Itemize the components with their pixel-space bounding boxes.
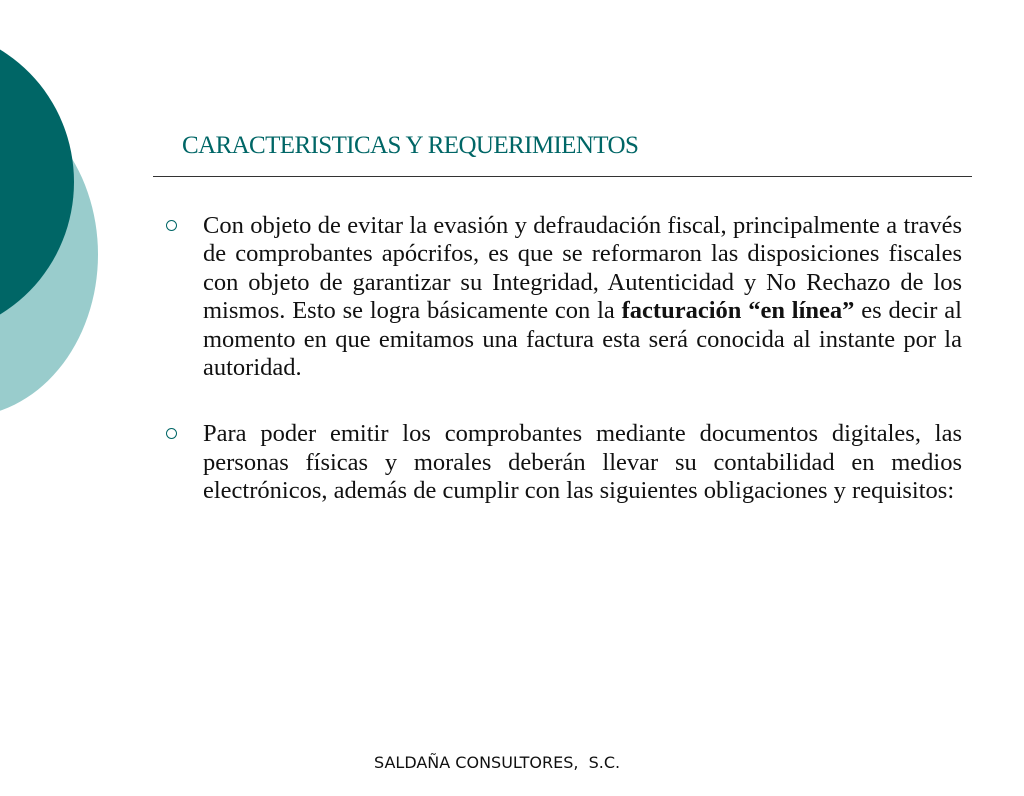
title-divider — [153, 176, 972, 177]
hollow-circle-bullet-icon — [166, 428, 177, 439]
bullet-1-emphasis: facturación “en línea” — [621, 297, 855, 325]
bullet-1-text-before: Con objeto de evitar la evasión y defraudación fiscal, principalmente a través de comprobantes apócrifos, es que se reformaron las disposiciones fiscales con objeto de garantizar su Integridad, Autenticidad y No Rechazo de los mismos. Esto se logra básicamente con la — [203, 212, 962, 325]
slide-title: CARACTERISTICAS Y REQUERIMIENTOS — [182, 132, 639, 159]
slide-footer: SALDAÑA CONSULTORES, S.C. — [374, 753, 621, 772]
bullet-2-text: Para poder emitir los comprobantes mediante documentos digitales, las personas físicas y morales deberán llevar su contabilidad en medios electrónicos, además de cumplir con las siguientes obligaciones y requisitos: — [203, 420, 962, 505]
bullet-list — [160, 212, 962, 544]
bullet-item-1 — [160, 212, 962, 382]
hollow-circle-bullet-icon — [166, 220, 177, 231]
bullet-1-text-after: es decir al momento en que emitamos una factura esta será conocida al instante por la autoridad. — [203, 297, 962, 382]
bullet-item-2 — [160, 420, 962, 505]
